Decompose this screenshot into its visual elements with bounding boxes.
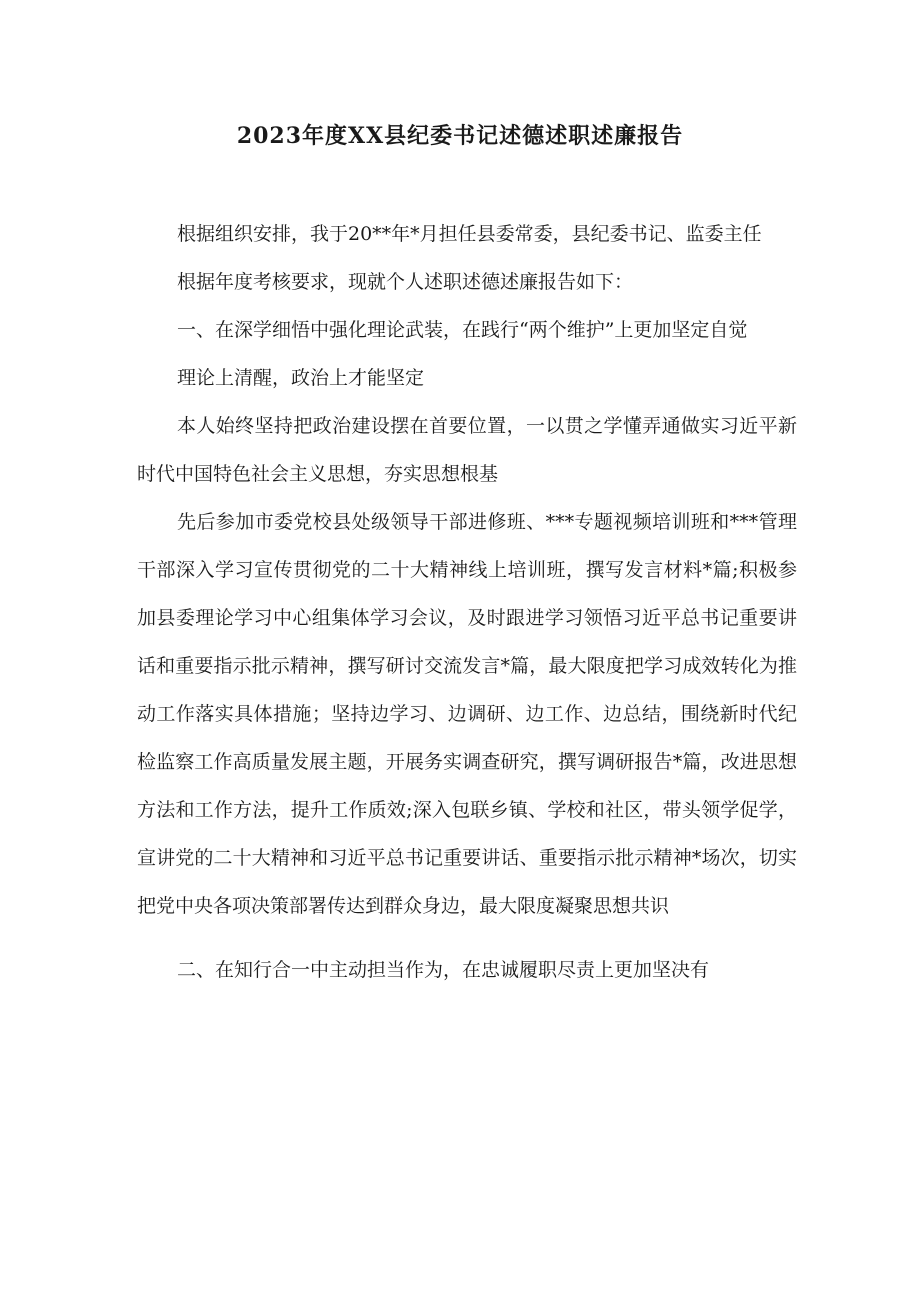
paragraph-appointment: 根据组织安排，我于20**年*月担任县委常委，县纪委书记、监委主任 <box>177 223 762 245</box>
paragraph-political-building: 本人始终坚持把政治建设摆在首要位置，一以贯之学懂弄通做实习近平新时代中国特色社会主义思想，夯实思想根基 <box>137 415 797 485</box>
section-heading-two: 二、在知行合一中主动担当作为，在忠诚履职尽责上更加坚决有 <box>177 959 710 981</box>
document-title: 2023年度XX县纪委书记述德述职述廉报告 <box>236 123 684 149</box>
paragraph-study-details: 先后参加市委党校县处级领导干部进修班、***专题视频培训班和***管理干部深入学习宣传贯彻党的二十大精神线上培训班，撰写发言材料*篇;积极参加县委理论学习中心组集体学习会议，及时跟进学习领悟习近平总书记重要讲话和重要指示批示精神，撰写研讨交流发言*篇，最大限度把学习成效转化为推动工作落实具体措施；坚持边学习、边调研、边工作、边总结，围绕新时代纪检监察工作高质量发展主题，开展务实调查研究，撰写调研报告*篇，改进思想方法和工作方法，提升工作质效;深入包联乡镇、学校和社区，带头领学促学，宣讲党的二十大精神和习近平总书记重要讲话、重要指示批示精神*场次，切实把党中央各项决策部署传达到群众身边，最大限度凝聚思想共识 <box>137 511 797 917</box>
paragraph-report-intro: 根据年度考核要求，现就个人述职述德述廉报告如下： <box>177 271 634 293</box>
paragraph-theory-statement: 理论上清醒，政治上才能坚定 <box>177 367 425 389</box>
document-body <box>137 210 797 994</box>
section-heading-one: 一、在深学细悟中强化理论武装，在践行“两个维护”上更加坚定自觉 <box>177 319 748 341</box>
